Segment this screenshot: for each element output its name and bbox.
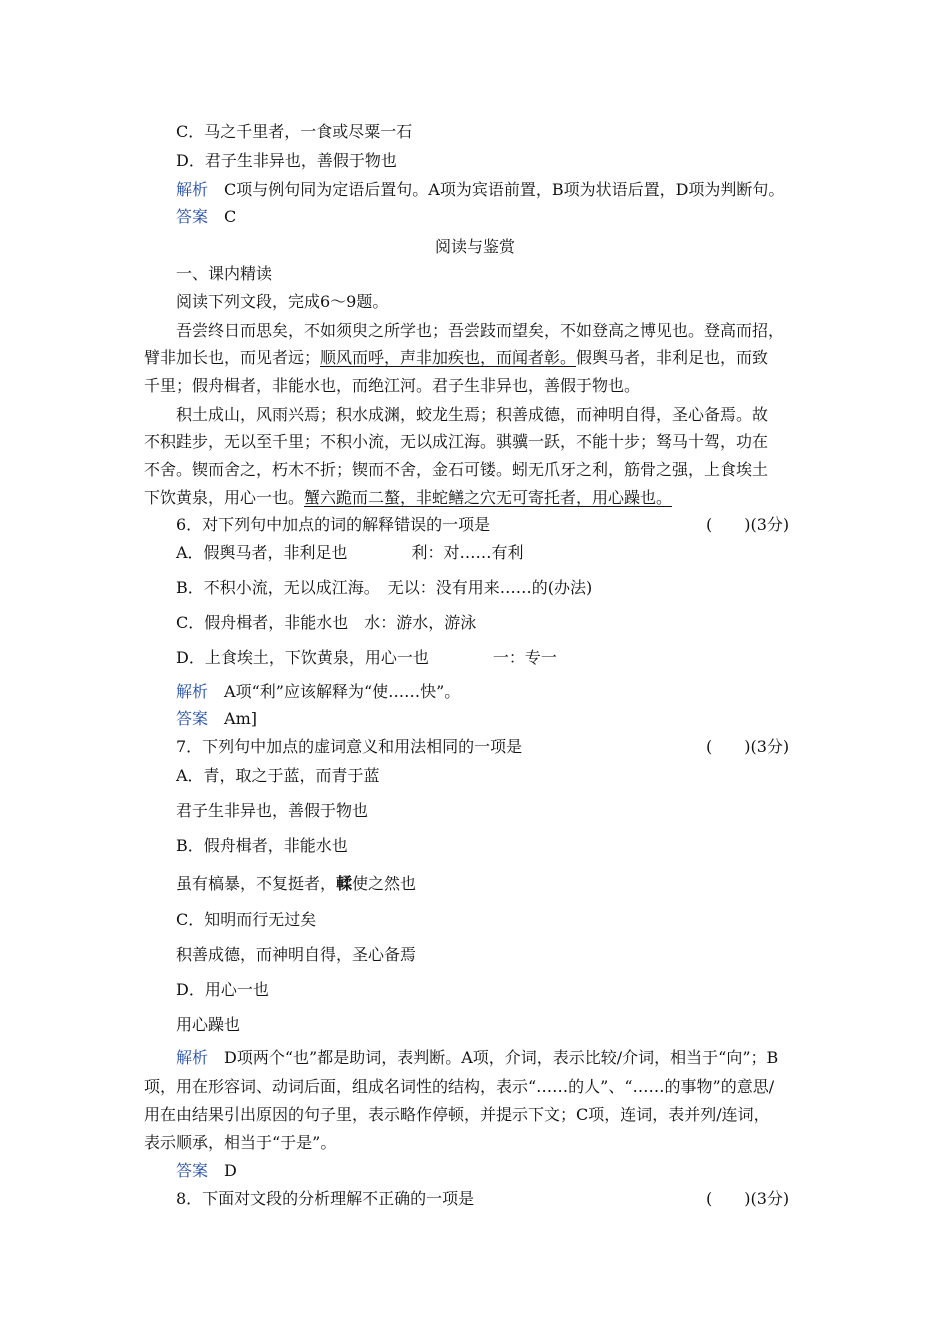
analysis-text: D项两个“也”都是助词，表判断。A项，介词，表示比较/介词，相当于“向”；B (224, 1048, 779, 1067)
passage-line: 不积跬步，无以至千里；不积小流，无以成江海。骐骥一跃，不能十步；驽马十驾，功在 (144, 432, 769, 451)
rare-character: 輮 (336, 874, 353, 893)
q7-option-b-2 (176, 873, 416, 895)
part-heading: 一、课内精读 (176, 264, 273, 283)
answer-label: 答案 (176, 207, 209, 226)
passage-line: 不舍。锲而舍之，朽木不折；锲而不舍，金石可镂。蚓无爪牙之利，筋骨之强，上食埃土 (144, 460, 769, 479)
q7-option-b: B．假舟楫者，非能水也 (176, 836, 348, 855)
answer-label: 答案 (176, 709, 209, 728)
q6-option-b: B．不积小流，无以成江海。 无以：没有用来……的(办法) (176, 578, 593, 597)
underlined-sentence: 蟹六跪而二螯，非蛇鳝之穴无可寄托者，用心躁也。 (304, 488, 673, 507)
answer-blank: ( )(3分) (706, 737, 790, 756)
analysis-5 (176, 179, 784, 201)
question-8: 8．下面对文段的分析理解不正确的一项是 (176, 1189, 475, 1208)
q7-option-c: C．知明而行无过矣 (176, 910, 317, 929)
answer-label: 答案 (176, 1161, 209, 1180)
q6-option-c: C．假舟楫者，非能水也 水：游水，游泳 (176, 613, 477, 632)
passage-segment: 假舆马者，非利足也，而致 (576, 348, 769, 367)
instruction: 阅读下列文段，完成6～9题。 (176, 292, 389, 311)
analysis-text: A项“利”应该解释为“使……快”。 (224, 682, 461, 701)
question-6: 6．对下列句中加点的词的解释错误的一项是 (176, 515, 491, 534)
q7-option-c-2: 积善成德，而神明自得，圣心备焉 (176, 945, 417, 964)
answer-value: Am] (224, 709, 257, 728)
passage-line: 积土成山，风雨兴焉；积水成渊，蛟龙生焉；积善成德，而神明自得，圣心备焉。故 (176, 405, 769, 424)
q6-option-d: D．上食埃土，下饮黄泉，用心一也 一：专一 (176, 648, 557, 667)
analysis-label: 解析 (176, 180, 209, 199)
q6-option-a: A．假舆马者，非利足也 利：对……有利 (176, 543, 524, 562)
q7-option-d: D．用心一也 (176, 980, 269, 999)
underlined-sentence: 顺风而呼，声非加疾也，而闻者彰。 (320, 348, 577, 367)
q7-option-d-2: 用心躁也 (176, 1015, 241, 1034)
answer-6 (176, 708, 257, 730)
q7-option-a: A．青，取之于蓝，而青于蓝 (176, 766, 380, 785)
question-7: 7．下列句中加点的虚词意义和用法相同的一项是 (176, 737, 523, 756)
option-d-prev: D．君子生非异也，善假于物也 (176, 151, 397, 170)
option-text: 虽有槁暴，不复挺者， (176, 874, 337, 893)
answer-value: D (224, 1161, 237, 1180)
passage-line: 吾尝终日而思矣，不如须臾之所学也；吾尝跂而望矣，不如登高之博见也。登高而招， (176, 321, 785, 340)
answer-7 (176, 1160, 237, 1182)
option-c-prev: C．马之千里者，一食或尽粟一石 (176, 122, 413, 141)
passage-segment: 臂非加长也，而见者远； (144, 348, 321, 367)
analysis-line: 表示顺承，相当于“于是”。 (144, 1133, 337, 1152)
analysis-label: 解析 (176, 682, 209, 701)
answer-5 (176, 206, 236, 228)
analysis-label: 解析 (176, 1048, 209, 1067)
passage-segment: 下饮黄泉，用心一也。 (144, 488, 305, 507)
answer-value: C (224, 207, 237, 226)
analysis-line: 项，用在形容词、动词后面，组成名词性的结构，表示“……的人”、“……的事物”的意思/ (144, 1077, 775, 1096)
analysis-7 (176, 1047, 778, 1069)
answer-blank: ( )(3分) (706, 515, 790, 534)
q7-option-a-2: 君子生非异也，善假于物也 (176, 801, 369, 820)
option-text: 使之然也 (352, 874, 417, 893)
passage-line (144, 347, 768, 369)
passage-line: 千里；假舟楫者，非能水也，而绝江河。君子生非异也，善假于物也。 (144, 376, 641, 395)
analysis-line: 用在由结果引出原因的句子里，表示略作停顿，并提示下文；C项，连词，表并列/连词， (144, 1105, 770, 1124)
analysis-text: C项与例句同为定语后置句。A项为宾语前置，B项为状语后置，D项为判断句。 (224, 180, 785, 199)
analysis-6 (176, 681, 460, 703)
passage-line (144, 487, 672, 509)
section-title: 阅读与鉴赏 (434, 237, 515, 256)
answer-blank: ( )(3分) (706, 1189, 790, 1208)
